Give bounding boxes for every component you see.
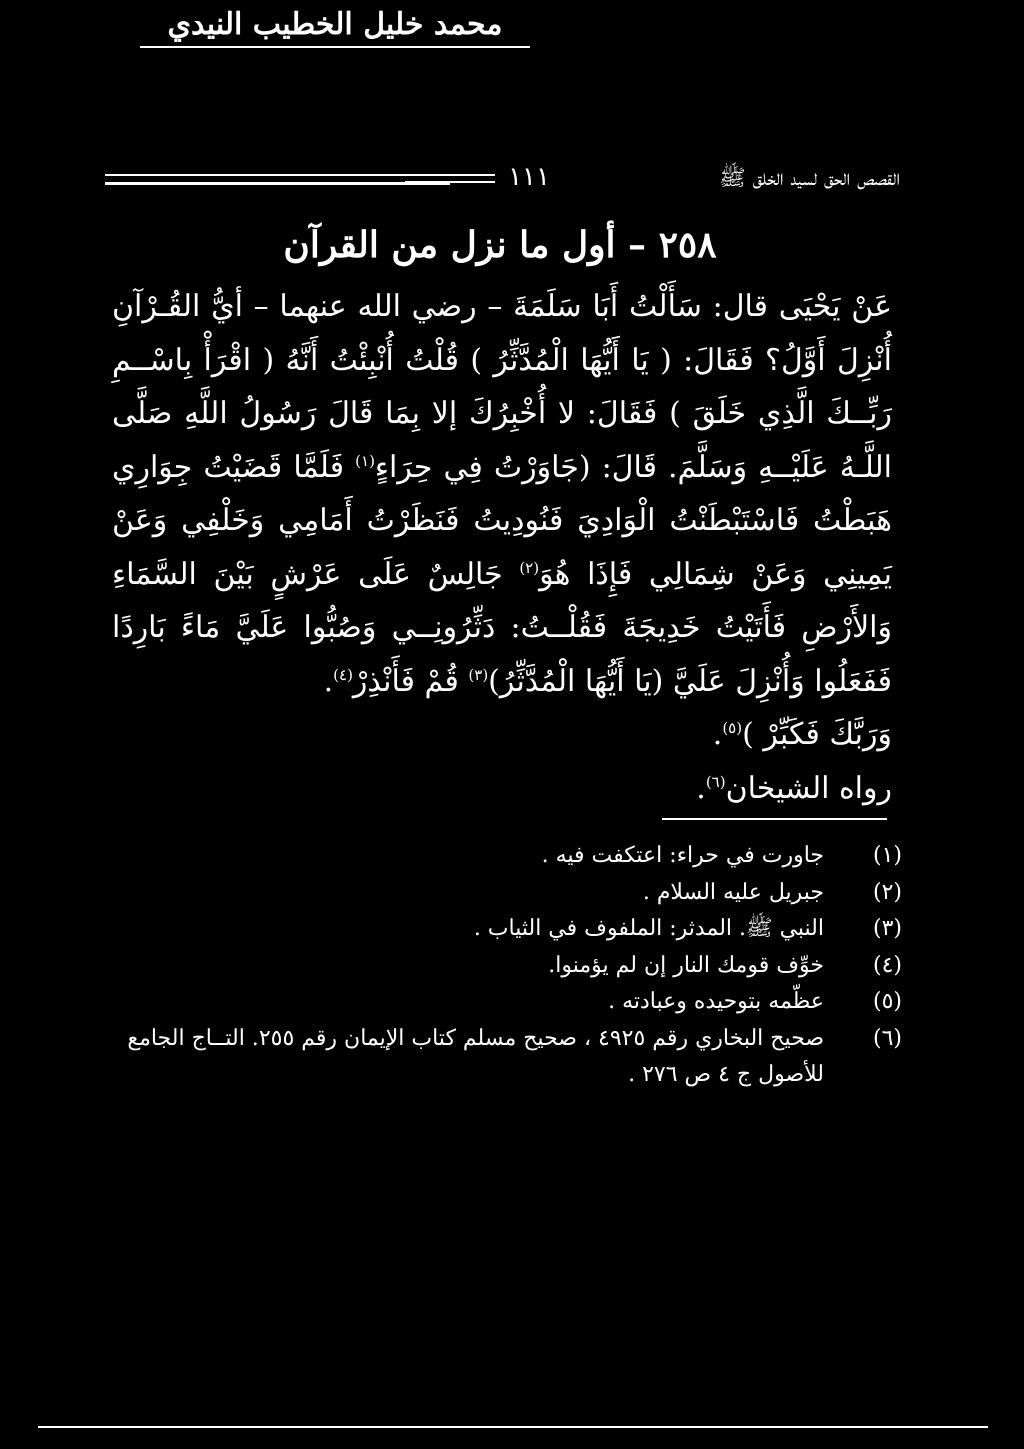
footnote-mark: (٤) [333,665,353,684]
hadith-paragraph-end: وَرَبَّكَ فَكَبِّرْ )$^{(٥)}$. [712,717,892,752]
footnote-number: (٣) [872,916,902,941]
body-segment: قُمْ فَأَنْذِرْ [352,663,459,699]
footnote-text: صحيح البخاري رقم ٤٩٢٥ ، صحيح مسلم كتاب الإيمان رقم ٢٥٥. التــاج الجامع للأصول ج ٤ ص ٢٧٦ . [127,1025,824,1087]
footnote-item [90,875,902,912]
page-header [105,162,900,202]
footnote-text: جبريل عليه السلام . [642,879,824,905]
page-bottom-rule [38,1426,988,1428]
body-segment: عَنْ يَحْيَى قال: سَأَلْتُ أَبَا سَلَمَةَ – رضي الله عنهما – أيُّ القُـرْآنِ أُنْزِلَ أَوَّلُ؟ فَقَالَ: ( يَا أَيُّهَا الْمُدَّثِّرُ ) قُلْتُ أُنْبِئْتُ أَنَّهُ ( اقْرَأْ بِاسْــمِ رَبِّــكَ الَّذِي خَلَقَ ) فَقَالَ: لا أُخْبِرُكَ إلا بِمَا قَالَ رَسُولُ اللَّهِ صَلَّى اللَّـهُ عَلَيْــهِ وَسَلَّمَ. قَالَ: (جَاوَرْتُ فِي حِرَاءٍ [112,289,892,485]
book-title: القصص الحق لسيد الخلق ﷺ [719,166,900,191]
footnote-mark: (٢) [519,558,540,577]
body-segment: رواه الشيخان [725,770,892,806]
footnote-separator [662,818,887,820]
footnote-text: خوِّف قومك النار إن لم يؤمنوا. [548,952,824,978]
footnote-item [90,838,902,875]
header-rule-long [105,174,450,185]
footnote-mark: (٣) [468,665,489,684]
footnote-item [90,984,902,1021]
footnote-number: (٢) [872,879,902,905]
footnote-number: (٤) [872,952,902,978]
footnote-mark: (١) [355,451,375,470]
footnote-text: عظّمه بتوحيده وعبادته . [608,989,824,1014]
footnote-number: (١) [872,843,902,868]
hadith-paragraph: عَنْ يَحْيَى قال: سَأَلْتُ أَبَا سَلَمَةَ – رضي الله عنهما – أيُّ القُـرْآنِ أُنْزِلَ أَوَّلُ؟ فَقَالَ: ( يَا أَيُّهَا الْمُدَّثِّرُ ) قُلْتُ أُنْبِئْتُ أَنَّهُ ( اقْرَأْ بِاسْــمِ رَبِّــكَ الَّذِي خَلَقَ ) فَقَالَ: لا أُخْبِرُكَ إلا بِمَا قَالَ رَسُولُ اللَّهِ صَلَّى اللَّـهُ عَلَيْــهِ وَسَلَّمَ. قَالَ: (جَاوَرْتُ فِي حِرَاءٍ$^{(١)}$ فَلَمَّا قَضَيْتُ جِوَارِي هَبَطْتُ فَاسْتَبْطَنْتُ الْوَادِيَ فَنُودِيتُ فَنَظَرْتُ أَمَامِي وَخَلْفِي وَعَنْ يَمِينِي وَعَنْ شِمَالِي فَإِذَا هُوَ$^{(٢)}$ جَالِسٌ عَلَى عَرْشٍ بَيْنَ السَّمَاءِ وَالأَرْضِ فَأَتَيْتُ خَدِيجَةَ فَقُلْــتُ: دَثِّرُونِــي وَصُبُّوا عَلَيَّ مَاءً بَارِدًا فَفَعَلُوا وَأُنْزِلَ عَلَيَّ (يَا أَيُّهَا الْمُدَّثِّرُ)$^{(٣)}$ قُمْ فَأَنْذِرْ$^{(٤)}$. [112,289,892,699]
body-segment: فَلَمَّا قَضَيْتُ جِوَارِي هَبَطْتُ فَاسْتَبْطَنْتُ الْوَادِيَ فَنُودِيتُ فَنَظَرْتُ أَمَامِي وَخَلْفِي وَعَنْ يَمِينِي وَعَنْ شِمَالِي فَإِذَا هُوَ [112,449,892,592]
author-underline [140,46,530,48]
footnote-number: (٦) [872,1025,902,1051]
page-number: ١١١ [508,162,550,192]
footnotes-list [90,838,902,1094]
section-title: ٢٥٨ – أول ما نزل من القرآن [283,224,717,266]
footnote-mark: (٥) [722,719,743,737]
footnote-item [90,948,902,985]
narration-source: رواه الشيخان$^{(٦)}$. [696,770,892,806]
footnote-text: النبي ﷺ. المدثر: الملفوف في الثياب . [473,916,824,941]
running-author-name: محمد خليل الخطيب النيدي [167,7,503,42]
footnote-mark: (٦) [705,772,726,791]
hadith-body [112,280,892,815]
footnote-item [90,1021,902,1094]
footnote-item [90,911,902,948]
footnote-text: جاورت في حراء: اعتكفت فيه . [541,843,824,868]
body-segment: وَرَبَّكَ فَكَبِّرْ ) [742,717,892,752]
body-segment: جَالِسٌ عَلَى عَرْشٍ بَيْنَ السَّمَاءِ وَالأَرْضِ فَأَتَيْتُ خَدِيجَةَ فَقُلْــتُ: دَثِّرُونِــي وَصُبُّوا عَلَيَّ مَاءً بَارِدًا فَفَعَلُوا وَأُنْزِلَ عَلَيَّ (يَا أَيُّهَا الْمُدَّثِّرُ [112,556,892,699]
footnote-number: (٥) [872,989,902,1014]
